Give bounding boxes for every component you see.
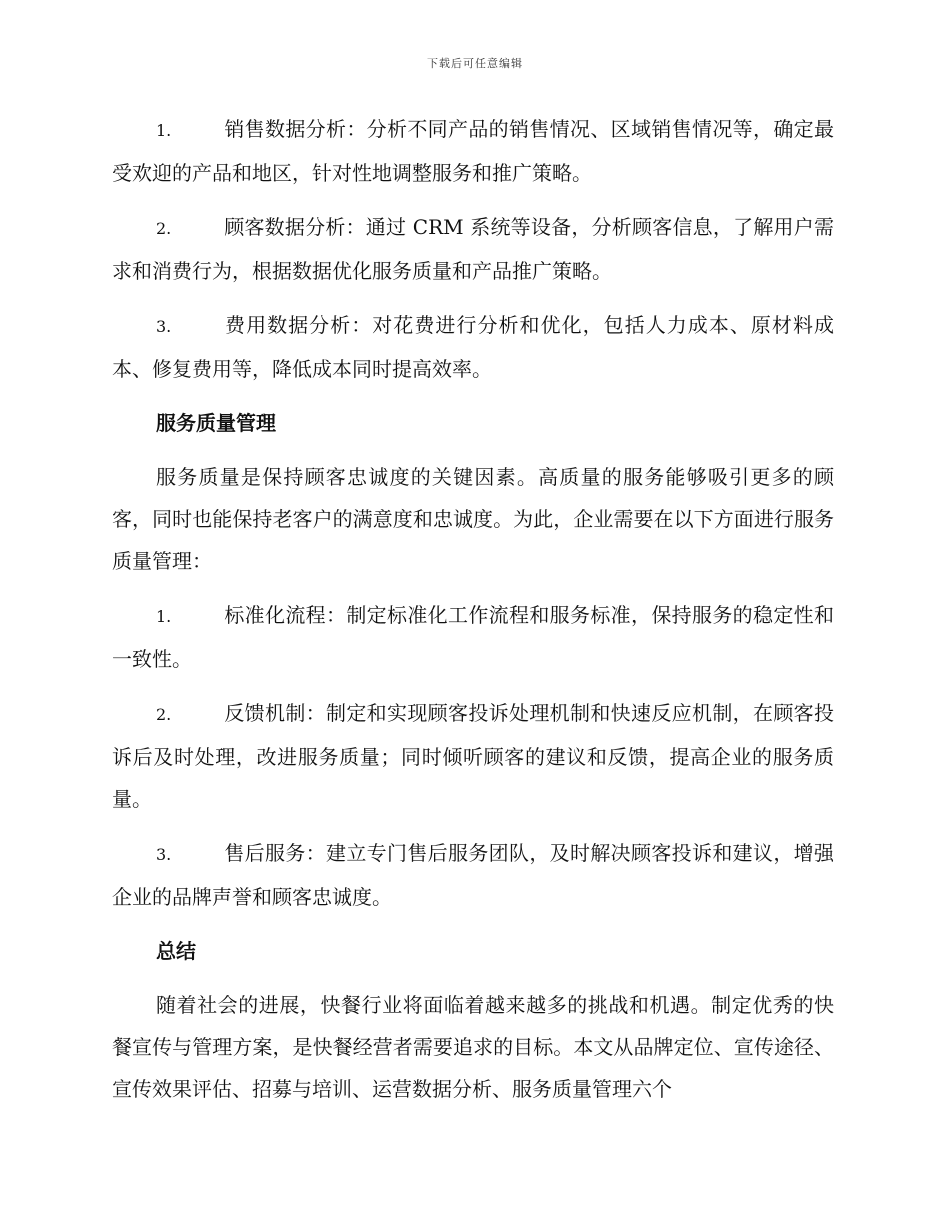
page-header-note: 下载后可任意编辑: [427, 57, 523, 70]
list-number: 3.: [156, 845, 172, 864]
document-body: [112, 108, 834, 1122]
list-number: 2.: [156, 705, 172, 724]
list-number: 1.: [156, 607, 172, 626]
service-quality-intro: 服务质量是保持顾客忠诚度的关键因素。高质量的服务能够吸引更多的顾客，同时也能保持老客户的满意度和忠诚度。为此，企业需要在以下方面进行服务质量管理：: [112, 465, 834, 573]
list-number: 2.: [156, 219, 172, 238]
list-item-text: 反馈机制：制定和实现顾客投诉处理机制和快速反应机制，在顾客投诉后及时处理，改进服务质量；同时倾听顾客的建议和反馈，提高企业的服务质量。: [112, 701, 834, 811]
list-item-sales-analysis: [112, 108, 834, 194]
list-item-text: 标准化流程：制定标准化工作流程和服务标准，保持服务的稳定性和一致性。: [112, 603, 834, 671]
list-item-text: 销售数据分析：分析不同产品的销售情况、区域销售情况等，确定最受欢迎的产品和地区，针对性地调整服务和推广策略。: [112, 117, 834, 185]
list-item-after-sales: [112, 832, 834, 918]
list-item-feedback-mechanism: [112, 692, 834, 820]
list-item-standard-process: [112, 594, 834, 680]
section-heading-service-quality: 服务质量管理: [156, 411, 276, 435]
list-item-text: 顾客数据分析：通过 CRM 系统等设备，分析顾客信息，了解用户需求和消费行为，根据数据优化服务质量和产品推广策略。: [112, 215, 834, 283]
section-heading-summary: 总结: [156, 939, 196, 963]
list-number: 1.: [156, 121, 172, 140]
summary-paragraph: 随着社会的进展，快餐行业将面临着越来越多的挑战和机遇。制定优秀的快餐宣传与管理方案，是快餐经营者需要追求的目标。本文从品牌定位、宣传途径、宣传效果评估、招募与培训、运营数据分析、服务质量管理六个: [112, 993, 834, 1101]
list-item-text: 费用数据分析：对花费进行分析和优化，包括人力成本、原材料成本、修复费用等，降低成本同时提高效率。: [112, 313, 834, 381]
list-item-customer-analysis: [112, 206, 834, 292]
list-item-cost-analysis: [112, 304, 834, 390]
list-number: 3.: [156, 317, 172, 336]
list-item-text: 售后服务：建立专门售后服务团队，及时解决顾客投诉和建议，增强企业的品牌声誉和顾客忠诚度。: [112, 841, 834, 909]
